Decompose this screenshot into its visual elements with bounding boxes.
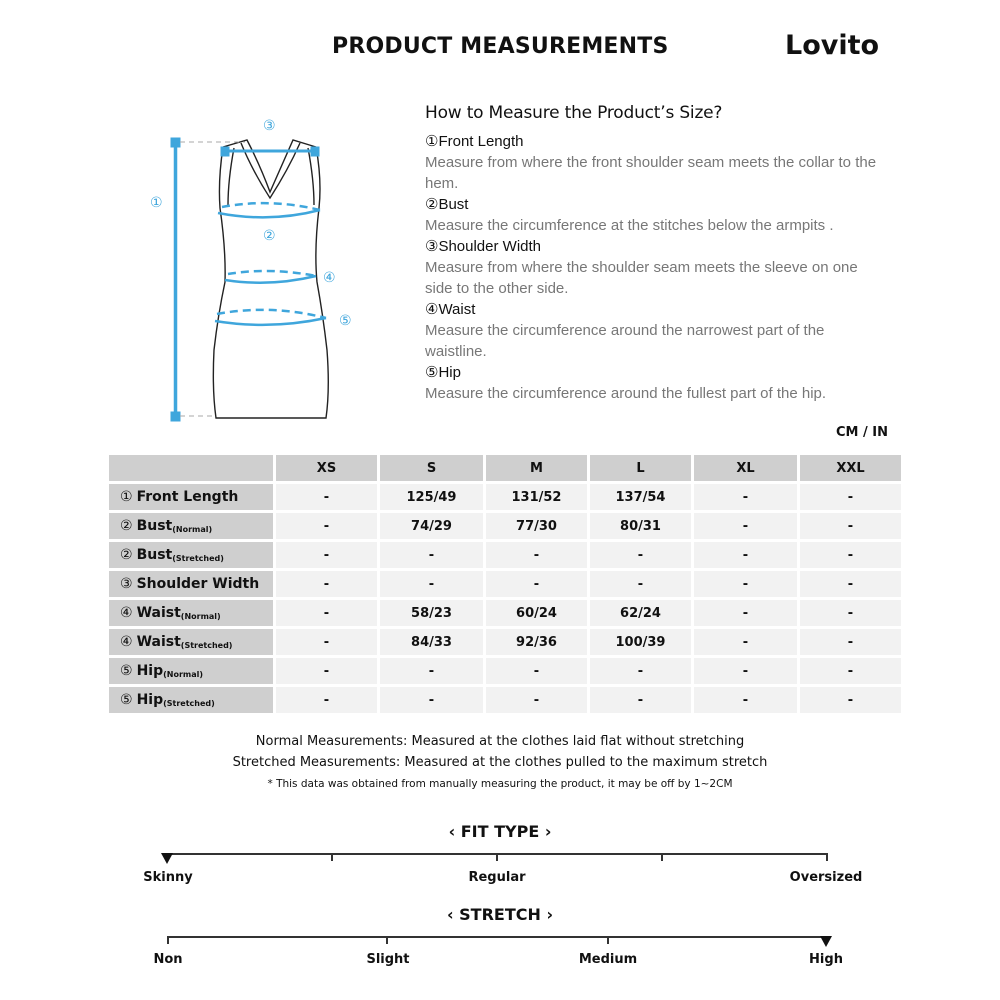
table-cell: - [694, 687, 797, 713]
stretch-tick [386, 936, 388, 944]
measure-item-description: Measure the circumference around the fullest part of the hip. [425, 385, 827, 402]
table-header-cell: XL [694, 455, 797, 481]
table-row-label [109, 600, 273, 626]
table-cell: 77/30 [486, 513, 587, 539]
table-header-cell: XXL [800, 455, 901, 481]
stretch-title: ‹ STRETCH › [446, 905, 554, 924]
shoulder-width-indicator [221, 147, 319, 156]
table-cell: - [486, 542, 587, 568]
marker-5-icon: ⑤ [339, 313, 352, 329]
waist-indicator [225, 271, 316, 283]
table-cell: - [276, 658, 377, 684]
fit-type-title: ‹ FIT TYPE › [448, 822, 552, 841]
measure-item-heading: ⑤Hip [425, 364, 461, 381]
table-header-cell: XS [276, 455, 377, 481]
table-header-cell: S [380, 455, 483, 481]
table-cell: - [694, 542, 797, 568]
table-cell: - [800, 629, 901, 655]
row-label-qualifier: (Stretched) [172, 553, 224, 563]
disclaimer-note: * This data was obtained from manually measuring the product, it may be off by 1~2CM [267, 778, 733, 790]
table-cell: - [800, 687, 901, 713]
table-cell: - [590, 542, 691, 568]
stretch-label-non: Non [153, 952, 183, 967]
table-cell: - [380, 687, 483, 713]
stretched-measurement-note: Stretched Measurements: Measured at the clothes pulled to the maximum stretch [232, 755, 768, 770]
table-cell: - [590, 658, 691, 684]
row-label-text: Front Length [136, 489, 239, 505]
table-cell: - [694, 629, 797, 655]
table-row-label [109, 571, 273, 597]
measure-item-heading: ④Waist [425, 301, 476, 318]
table-row-label [109, 484, 273, 510]
stretch-selected-marker-icon [820, 936, 832, 947]
measure-item-description: Measure the circumference around the narrowest part of the waistline. [425, 322, 825, 360]
table-cell: 92/36 [486, 629, 587, 655]
fit-type-label-skinny: Skinny [143, 870, 193, 885]
measure-item-bust [425, 194, 885, 236]
table-row-label [109, 658, 273, 684]
how-to-measure-section [425, 103, 885, 404]
table-header-cell: L [590, 455, 691, 481]
measure-item-shoulder-width [425, 236, 885, 299]
stretch-label-high: High [809, 952, 843, 967]
table-cell: - [486, 687, 587, 713]
row-label-qualifier: (Stretched) [180, 640, 233, 650]
table-cell: - [694, 658, 797, 684]
row-label-text: Bust [136, 547, 173, 563]
row-label-text: Bust [136, 518, 173, 534]
stretch-line [167, 936, 828, 938]
table-header-corner [109, 455, 273, 481]
table-cell: - [590, 571, 691, 597]
size-table [109, 455, 892, 713]
table-cell: 80/31 [590, 513, 691, 539]
marker-3-icon: ③ [263, 118, 276, 134]
table-cell: 60/24 [486, 600, 587, 626]
front-length-indicator [171, 138, 245, 421]
fit-type-tick [496, 853, 498, 861]
row-label-qualifier: (Normal) [180, 611, 221, 621]
row-label-qualifier: (Normal) [172, 524, 213, 534]
row-label-text: Shoulder Width [136, 576, 260, 592]
dress-measurement-diagram [130, 110, 380, 430]
table-cell: - [800, 658, 901, 684]
table-cell: - [276, 687, 377, 713]
table-cell: - [276, 600, 377, 626]
hip-indicator [215, 310, 326, 325]
unit-label: CM / IN [836, 425, 888, 440]
table-cell: - [800, 484, 901, 510]
table-cell: - [380, 571, 483, 597]
table-cell: - [800, 513, 901, 539]
fit-type-label-regular: Regular [468, 870, 526, 885]
table-cell: - [800, 600, 901, 626]
measure-item-front-length [425, 131, 885, 194]
table-row-label [109, 542, 273, 568]
table-cell: - [276, 542, 377, 568]
measure-item-description: Measure from where the shoulder seam meets the sleeve on one side to the other side. [425, 259, 858, 297]
measure-item-heading: ①Front Length [425, 133, 524, 150]
bust-indicator [218, 203, 320, 217]
stretch-label-medium: Medium [578, 952, 638, 967]
row-number-marker: ② [120, 518, 133, 534]
table-header-cell: M [486, 455, 587, 481]
page-title: PRODUCT MEASUREMENTS [332, 34, 669, 59]
table-cell: 125/49 [380, 484, 483, 510]
fit-type-tick [826, 853, 828, 861]
table-cell: - [380, 658, 483, 684]
row-label-text: Hip [136, 692, 164, 708]
row-label-text: Waist [136, 605, 181, 621]
table-cell: - [486, 658, 587, 684]
marker-4-icon: ④ [323, 270, 336, 286]
table-cell: - [276, 484, 377, 510]
table-cell: - [590, 687, 691, 713]
fit-type-tick [661, 853, 663, 861]
fit-type-selected-marker-icon [161, 853, 173, 864]
measure-item-description: Measure the circumference at the stitches below the armpits . [425, 217, 834, 234]
table-cell: - [276, 571, 377, 597]
fit-type-tick [331, 853, 333, 861]
brand-logo: Lovito [785, 30, 880, 61]
table-cell: - [380, 542, 483, 568]
table-cell: - [486, 571, 587, 597]
table-cell: 74/29 [380, 513, 483, 539]
stretch-tick [607, 936, 609, 944]
table-cell: - [694, 484, 797, 510]
table-cell: - [800, 542, 901, 568]
table-row-label [109, 513, 273, 539]
measure-item-heading: ③Shoulder Width [425, 238, 542, 255]
row-number-marker: ⑤ [120, 663, 133, 679]
stretch-label-slight: Slight [366, 952, 410, 967]
fit-type-label-oversized: Oversized [789, 870, 863, 885]
row-label-qualifier: (Normal) [163, 669, 204, 679]
row-number-marker: ④ [120, 634, 133, 650]
row-label-text: Waist [136, 634, 181, 650]
measurement-notes [0, 731, 1000, 790]
table-cell: 137/54 [590, 484, 691, 510]
table-cell: 100/39 [590, 629, 691, 655]
row-number-marker: ⑤ [120, 692, 133, 708]
measure-item-hip [425, 362, 885, 404]
row-number-marker: ③ [120, 576, 133, 592]
table-cell: - [694, 571, 797, 597]
marker-1-icon: ① [150, 195, 163, 211]
stretch-tick [167, 936, 169, 944]
row-number-marker: ④ [120, 605, 133, 621]
table-cell: 84/33 [380, 629, 483, 655]
marker-2-icon: ② [263, 228, 276, 244]
row-number-marker: ① [120, 489, 133, 505]
measure-item-waist [425, 299, 885, 362]
table-cell: - [694, 600, 797, 626]
table-cell: 62/24 [590, 600, 691, 626]
table-row-label [109, 629, 273, 655]
normal-measurement-note: Normal Measurements: Measured at the clothes laid flat without stretching [255, 734, 745, 749]
how-to-measure-title: How to Measure the Product’s Size? [425, 103, 723, 123]
measure-item-heading: ②Bust [425, 196, 469, 213]
row-number-marker: ② [120, 547, 133, 563]
table-cell: - [276, 513, 377, 539]
table-cell: - [694, 513, 797, 539]
row-label-text: Hip [136, 663, 164, 679]
dress-outline-icon [213, 140, 328, 418]
measure-item-description: Measure from where the front shoulder seam meets the collar to the hem. [425, 154, 877, 192]
row-label-qualifier: (Stretched) [163, 698, 215, 708]
table-cell: 58/23 [380, 600, 483, 626]
table-cell: - [800, 571, 901, 597]
table-cell: 131/52 [486, 484, 587, 510]
table-row-label [109, 687, 273, 713]
table-cell: - [276, 629, 377, 655]
